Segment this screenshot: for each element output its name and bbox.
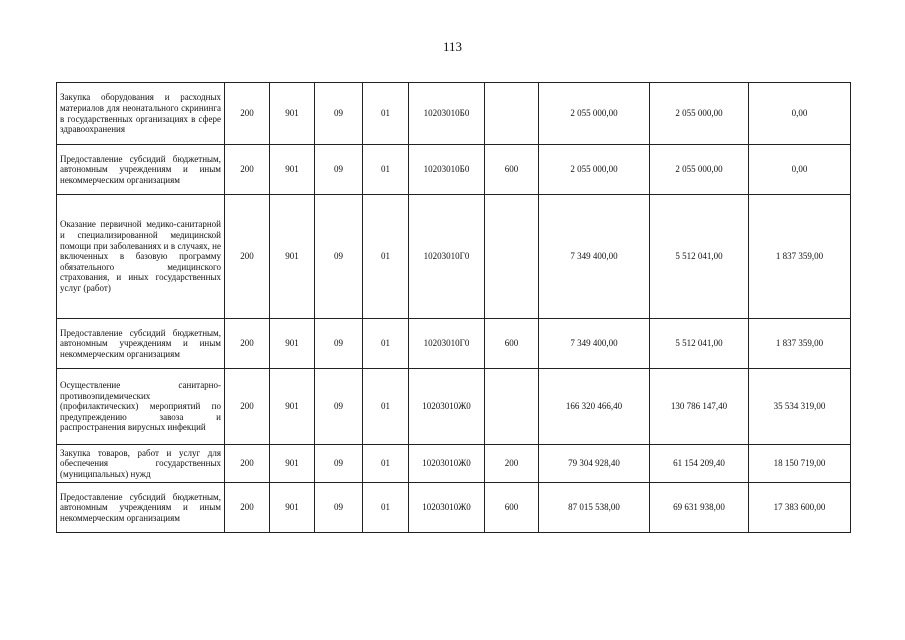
row-description: Предоставление субсидий бюджетным, автономным учреждениям и иным некоммерческим организациям [57,483,225,533]
cell-expense-type: 600 [485,145,539,195]
cell-expense-type: 600 [485,319,539,369]
cell-amount-total: 87 015 538,00 [539,483,650,533]
cell-target-article: 10203010Г0 [409,195,485,319]
cell-expense-type [485,195,539,319]
cell-subsection: 01 [363,145,409,195]
cell-section: 09 [315,483,363,533]
row-description: Осуществление санитарно-противоэпидемических (профилактических) мероприятий по предупреждению завоза и распространения вирусных инфекций [57,369,225,445]
row-description: Предоставление субсидий бюджетным, автономным учреждениям и иным некоммерческим организациям [57,319,225,369]
cell-amount-2: 2 055 000,00 [650,83,749,145]
cell-amount-2: 5 512 041,00 [650,195,749,319]
table-row [57,319,851,369]
cell-ved: 901 [270,445,315,483]
cell-subsection: 01 [363,369,409,445]
table-row [57,83,851,145]
cell-section: 09 [315,145,363,195]
cell-amount-total: 79 304 928,40 [539,445,650,483]
cell-grbs: 200 [225,83,270,145]
cell-amount-total: 166 320 466,40 [539,369,650,445]
cell-grbs: 200 [225,483,270,533]
cell-target-article: 10203010Ж0 [409,369,485,445]
cell-amount-2: 2 055 000,00 [650,145,749,195]
cell-amount-2: 61 154 209,40 [650,445,749,483]
cell-target-article: 10203010Ж0 [409,445,485,483]
cell-section: 09 [315,319,363,369]
table-row [57,483,851,533]
cell-section: 09 [315,195,363,319]
cell-target-article: 10203010Б0 [409,83,485,145]
cell-amount-2: 5 512 041,00 [650,319,749,369]
row-description: Оказание первичной медико-санитарной и специализированной медицинской помощи при заболеваниях и в случаях, не включенных в базовую программу обязательного медицинского страхования, и иных государственных услуг (работ) [57,195,225,319]
cell-subsection: 01 [363,445,409,483]
cell-section: 09 [315,83,363,145]
cell-amount-3: 17 383 600,00 [749,483,851,533]
cell-amount-3: 1 837 359,00 [749,195,851,319]
cell-section: 09 [315,369,363,445]
cell-grbs: 200 [225,195,270,319]
cell-amount-3: 35 534 319,00 [749,369,851,445]
table-row [57,369,851,445]
cell-amount-2: 130 786 147,40 [650,369,749,445]
cell-grbs: 200 [225,445,270,483]
row-description: Закупка товаров, работ и услуг для обеспечения государственных (муниципальных) нужд [57,445,225,483]
row-description: Предоставление субсидий бюджетным, автономным учреждениям и иным некоммерческим организациям [57,145,225,195]
cell-amount-total: 2 055 000,00 [539,83,650,145]
row-description: Закупка оборудования и расходных материалов для неонатального скрининга в государственных организациях в сфере здравоохранения [57,83,225,145]
cell-ved: 901 [270,145,315,195]
cell-section: 09 [315,445,363,483]
cell-amount-total: 2 055 000,00 [539,145,650,195]
cell-ved: 901 [270,319,315,369]
cell-expense-type: 600 [485,483,539,533]
cell-target-article: 10203010Г0 [409,319,485,369]
cell-ved: 901 [270,369,315,445]
cell-expense-type: 200 [485,445,539,483]
cell-grbs: 200 [225,145,270,195]
budget-table [56,82,851,533]
table-row [57,195,851,319]
cell-ved: 901 [270,83,315,145]
table-row [57,445,851,483]
cell-expense-type [485,369,539,445]
cell-expense-type [485,83,539,145]
cell-amount-3: 0,00 [749,145,851,195]
cell-subsection: 01 [363,195,409,319]
table-body [57,83,851,533]
cell-amount-3: 1 837 359,00 [749,319,851,369]
cell-subsection: 01 [363,319,409,369]
cell-amount-3: 18 150 719,00 [749,445,851,483]
cell-target-article: 10203010Б0 [409,145,485,195]
cell-amount-total: 7 349 400,00 [539,195,650,319]
cell-amount-2: 69 631 938,00 [650,483,749,533]
table-row [57,145,851,195]
cell-grbs: 200 [225,319,270,369]
cell-target-article: 10203010Ж0 [409,483,485,533]
cell-subsection: 01 [363,83,409,145]
cell-ved: 901 [270,483,315,533]
cell-amount-total: 7 349 400,00 [539,319,650,369]
cell-subsection: 01 [363,483,409,533]
page-number: 113 [442,39,463,54]
cell-amount-3: 0,00 [749,83,851,145]
cell-ved: 901 [270,195,315,319]
cell-grbs: 200 [225,369,270,445]
